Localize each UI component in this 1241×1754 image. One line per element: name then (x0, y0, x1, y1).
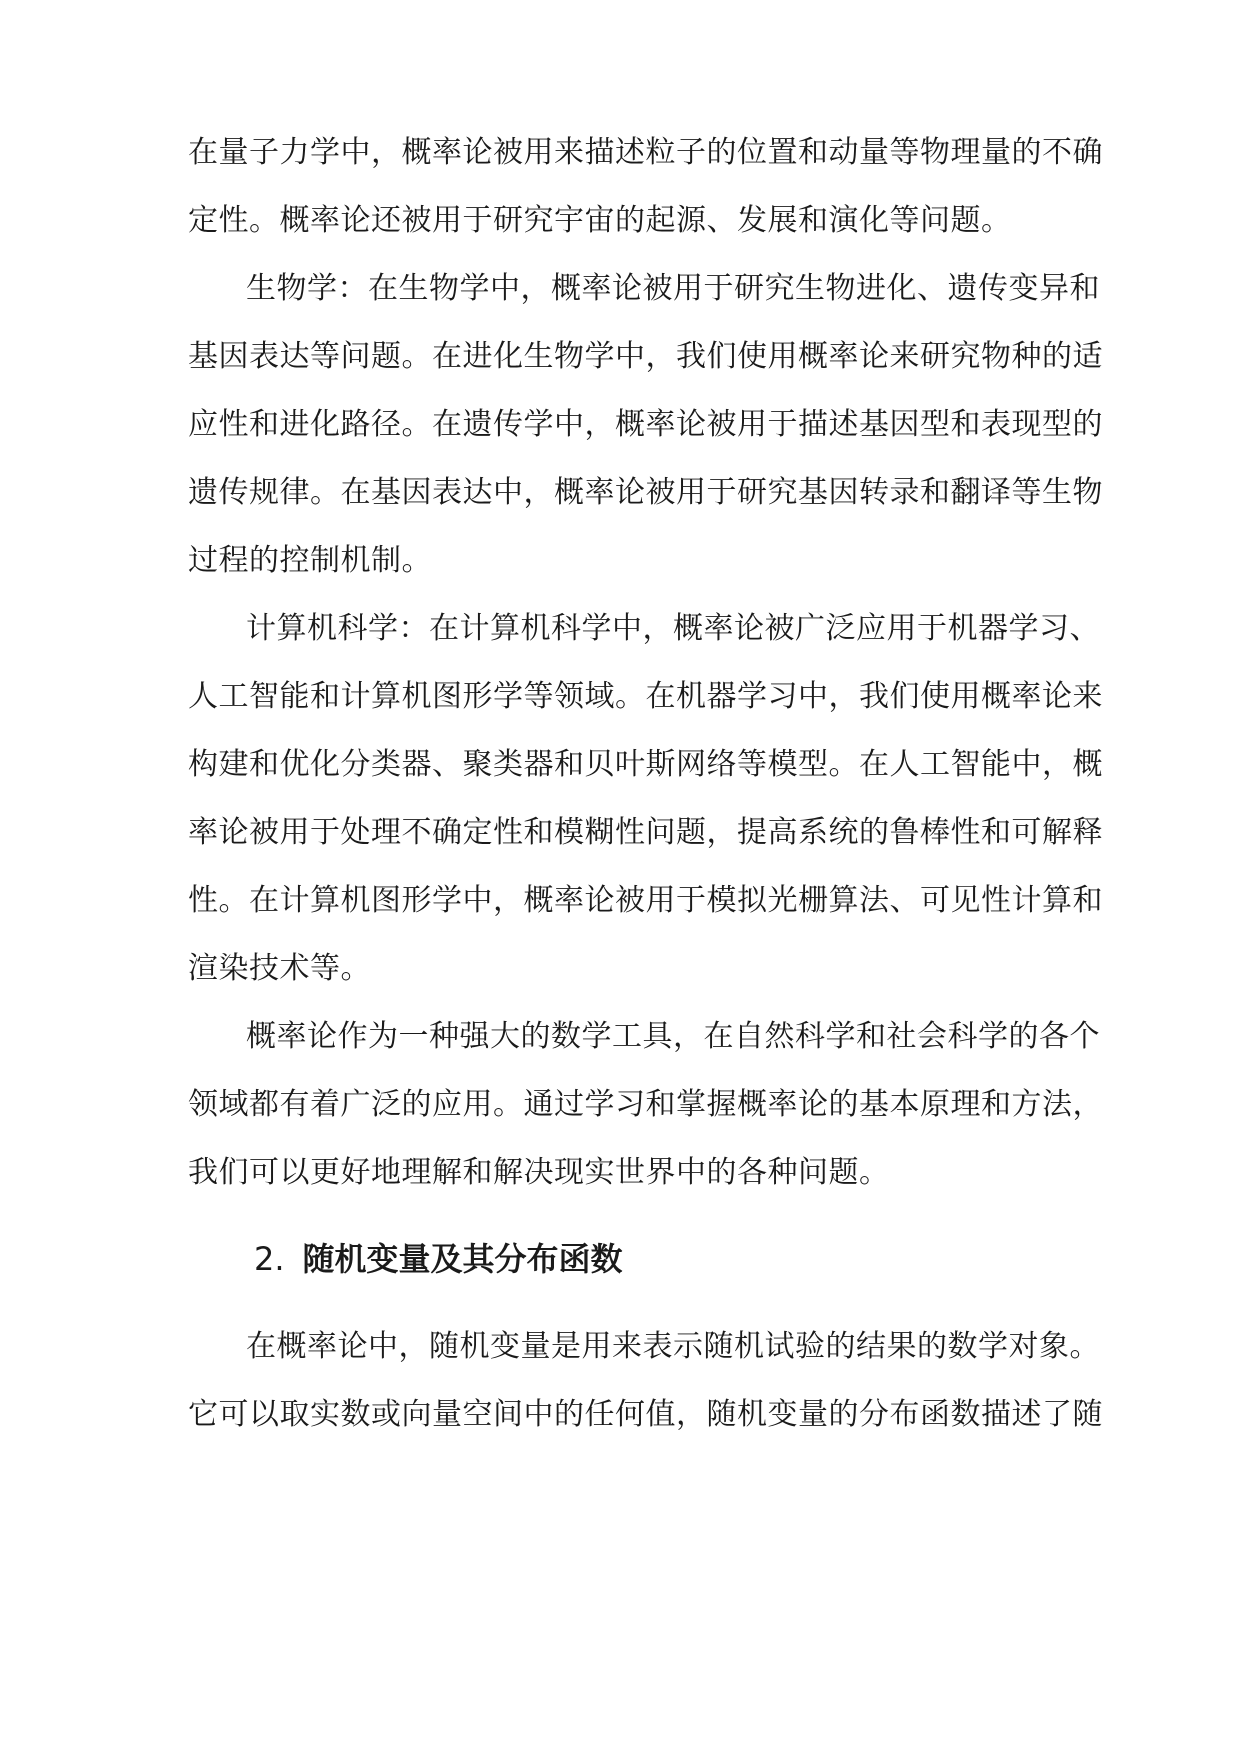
paragraph-line: 渲染技术等。 (188, 951, 371, 986)
paragraph-line: 在量子力学中，概率论被用来描述粒子的位置和动量等物理量的不确 (188, 135, 1103, 170)
paragraph-line: 率论被用于处理不确定性和模糊性问题，提高系统的鲁棒性和可解释 (188, 815, 1103, 850)
paragraph-line: 遗传规律。在基因表达中，概率论被用于研究基因转录和翻译等生物 (188, 475, 1103, 510)
paragraph-line: 构建和优化分类器、聚类器和贝叶斯网络等模型。在人工智能中，概 (188, 747, 1103, 782)
section-heading (254, 1237, 623, 1281)
paragraph-line: 应性和进化路径。在遗传学中，概率论被用于描述基因型和表现型的 (188, 407, 1103, 442)
paragraph-line: 领域都有着广泛的应用。通过学习和掌握概率论的基本原理和方法， (188, 1087, 1103, 1122)
paragraph-line: 人工智能和计算机图形学等领域。在机器学习中，我们使用概率论来 (188, 679, 1103, 714)
section-number: 2. (254, 1240, 285, 1278)
paragraph-line: 概率论作为一种强大的数学工具，在自然科学和社会科学的各个 (246, 1019, 1100, 1054)
paragraph-line: 计算机科学：在计算机科学中，概率论被广泛应用于机器学习、 (246, 611, 1100, 646)
paragraph-line: 过程的控制机制。 (188, 543, 432, 578)
paragraph-line: 基因表达等问题。在进化生物学中，我们使用概率论来研究物种的适 (188, 339, 1103, 374)
paragraph-line: 定性。概率论还被用于研究宇宙的起源、发展和演化等问题。 (188, 203, 1012, 238)
paragraph-line: 在概率论中，随机变量是用来表示随机试验的结果的数学对象。 (246, 1329, 1100, 1364)
paragraph-line: 性。在计算机图形学中，概率论被用于模拟光栅算法、可见性计算和 (188, 883, 1103, 918)
paragraph-line: 我们可以更好地理解和解决现实世界中的各种问题。 (188, 1155, 890, 1190)
section-title: 随机变量及其分布函数 (302, 1240, 623, 1278)
paragraph-line: 生物学：在生物学中，概率论被用于研究生物进化、遗传变异和 (246, 271, 1100, 306)
paragraph-line: 它可以取实数或向量空间中的任何值，随机变量的分布函数描述了随 (188, 1397, 1103, 1432)
